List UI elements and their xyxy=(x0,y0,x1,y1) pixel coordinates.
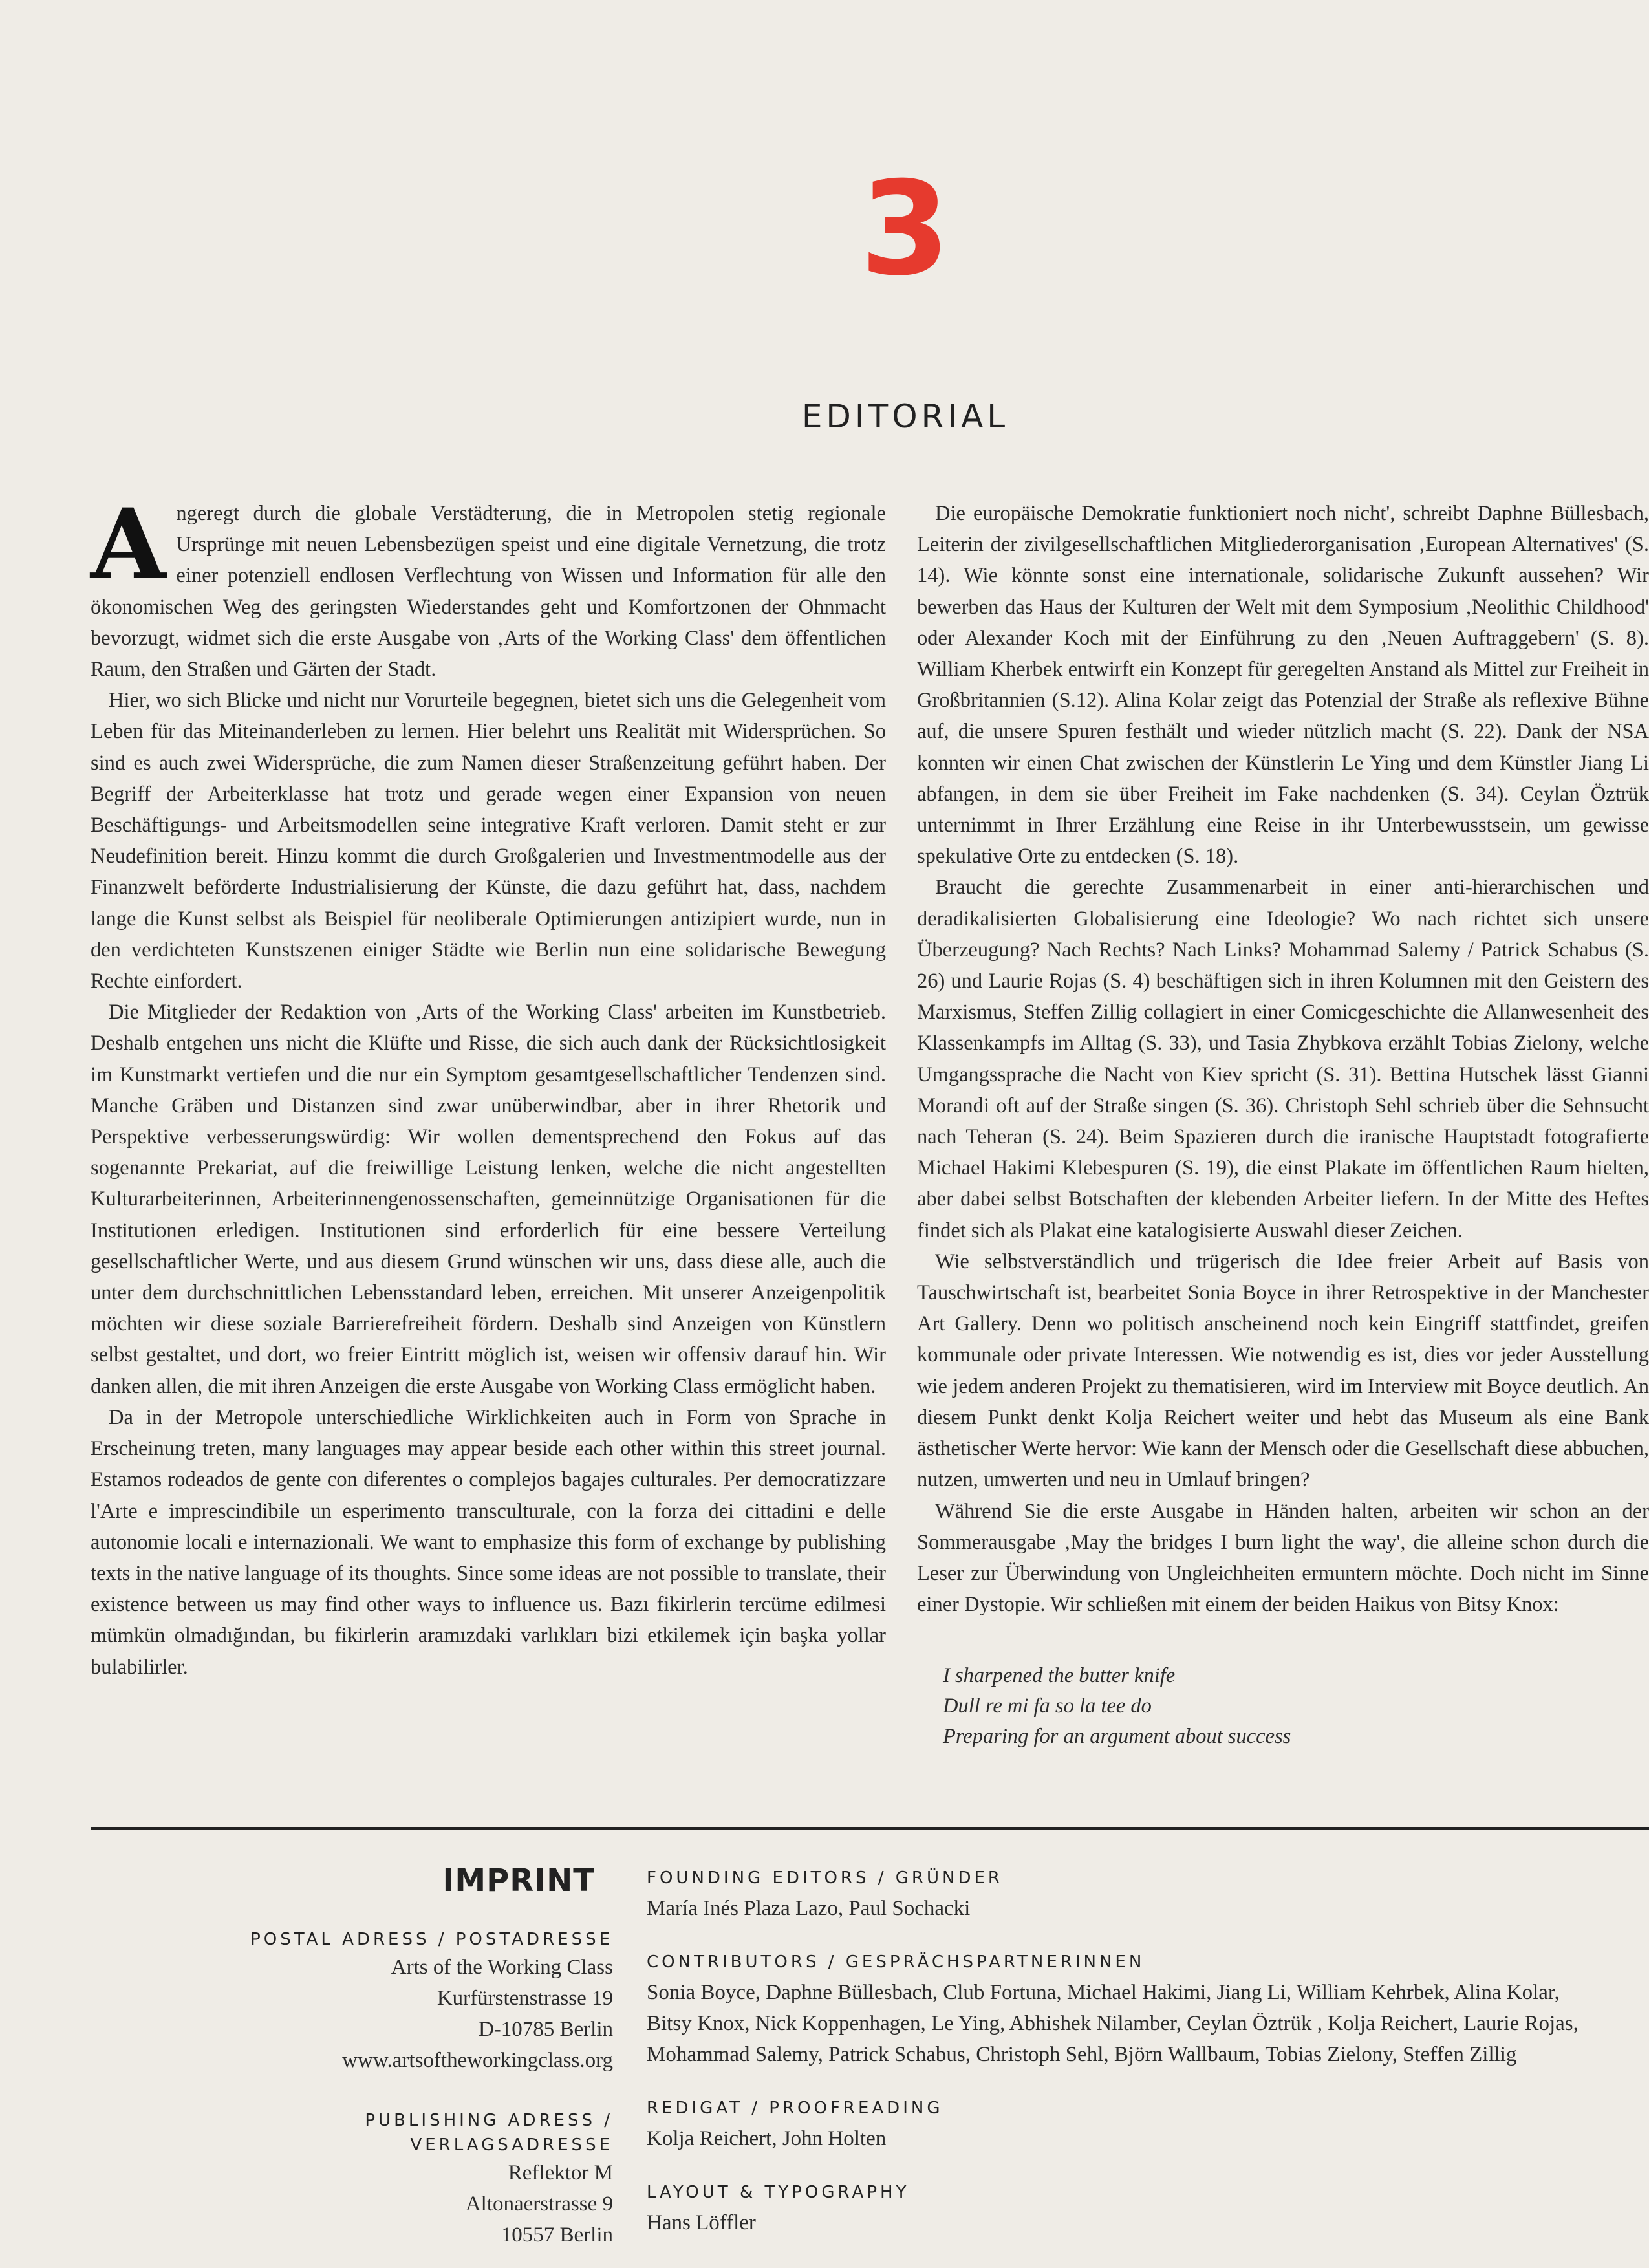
haiku xyxy=(943,1661,1525,1752)
paragraph-text: ngeregt durch die globale Verstädterung, die in Metropolen stetig regionale Ursprünge mit neuen Lebensbezügen speist und eine digitale Vernetzung, die trotz einer potenziell endlosen Verflechtung von Wissen und Information für alle den ökonomischen Weg des geringsten Wiederstandes geht und Komfortzonen der Ohnmacht bevorzugt, widmet sich die erste Ausgabe von ‚Arts of the Working Class' dem öffentlichen Raum, den Straßen und Gärten der Stadt. xyxy=(91,502,886,682)
editorial-paragraph-7: Wie selbstverständlich und trügerisch die Idee freier Arbeit auf Basis von Tauschwirtschaft ist, bearbeitet Sonia Boyce in ihrer Retrospektive in der Manchester Art Gallery. Denn wo politisch anscheinend noch kein Eingriff stattfindet, greifen kommunale oder private Interessen. Wie notwendig es ist, dies vor jeder Ausstellung wie jedem anderen Projekt zu thematisieren, wird im Interview mit Boyce deutlich. An diesem Punkt denkt Kolja Reichert weiter und hebt das Museum als eine Bank ästhetischer Werte hervor: Wie kann der Mensch oder die Gesellschaft diese abbuchen, nutzen, umwerten und neu in Umlauf bringen? xyxy=(917,1249,1649,1492)
layout-names: Hans Löffler xyxy=(647,2211,756,2234)
imprint-credits xyxy=(647,1866,1649,2264)
founding-editors-names: María Inés Plaza Lazo, Paul Sochacki xyxy=(647,1897,971,1920)
editorial-heading: EDITORIAL xyxy=(801,398,1009,435)
drop-cap: A xyxy=(91,488,166,601)
layout-label: LAYOUT & TYPOGRAPHY xyxy=(647,2183,910,2202)
haiku-line: I sharpened the butter knife xyxy=(943,1664,1176,1687)
postal-address-line: Kurfürstenstrasse 19 xyxy=(436,1987,613,2010)
postal-address-line: D-10785 Berlin xyxy=(478,2018,613,2041)
publishing-address-line: Reflektor M xyxy=(508,2161,613,2185)
publishing-address-line: 10557 Berlin xyxy=(501,2223,613,2247)
website-link[interactable]: www.artsoftheworkingclass.org xyxy=(342,2049,613,2072)
editorial-right-column xyxy=(917,498,1649,1620)
publishing-address-line: Altonaerstrasse 9 xyxy=(465,2192,613,2216)
contributors-line: Bitsy Knox, Nick Koppenhagen, Le Ying, Abhishek Nilamber, Ceylan Öztrük , Kolja Reichert, Laurie Rojas, xyxy=(647,2012,1579,2035)
publishing-address-label: PUBLISHING ADRESS / VERLAGSADRESSE xyxy=(365,2111,613,2155)
haiku-line: Preparing for an argument about success xyxy=(943,1725,1291,1748)
contributors-label: CONTRIBUTORS / GESPRÄCHSPARTNERINNEN xyxy=(647,1952,1145,1972)
editorial-paragraph-5: Die europäische Demokratie funktioniert noch nicht', schreibt Daphne Büllesbach, Leiterin der zivilgesellschaftlichen Mitgliederorganisation ‚European Alternatives' (S. 14). Wie könnte sonst eine internationale, solidarische Zukunft aussehen? Wir bewerben das Haus der Kulturen der Welt mit dem Symposium ‚Neolithic Childhood' oder Alexander Koch mit der Einführung zu den ‚Neuen Auftraggebern' (S. 8). William Kherbek entwirft ein Konzept für geregelten Anstand als Mittel zur Freiheit in Großbritannien (S.12). Alina Kolar zeigt das Potenzial der Straße als reflexive Bühne auf, die unsere Spuren festhält und wieder nützlich macht (S. 22). Dank der NSA konnten wir einen Chat zwischen der Künstlerin Le Ying und dem Künstler Jiang Li abfangen, in dem sie über Freiheit im Fake nachdenken (S. 34). Ceylan Öztrük unternimmt in Ihrer Erzählung eine Reise in ihr Unterbewusstsein, um gewisse spekulative Orte zu entdecken (S. 18). xyxy=(917,502,1649,869)
editorial-paragraph-1 xyxy=(91,488,886,685)
proofreading-names: Kolja Reichert, John Holten xyxy=(647,2127,887,2150)
postal-address-line: Arts of the Working Class xyxy=(391,1956,613,1979)
founding-editors-label: FOUNDING EDITORS / GRÜNDER xyxy=(647,1868,1003,1888)
proofreading-block xyxy=(647,2096,1649,2154)
editorial-paragraph-4: Da in der Metropole unterschiedliche Wirklichkeiten auch in Form von Sprache in Erscheinung treten, many languages may appear beside each other within this street journal. Estamos rodeados de gente con diferentes o complejos bagajes culturales. Per democratizzare l'Arte e imprescindibile un esperimento transculturale, con la forza dei cittadini e delle autonomie locali e internazionali. We want to emphasize this form of exchange by publishing texts in the native language of its thoughts. Since some ideas are not possible to translate, their existence between us may find other ways to influence us. Bazı fikirlerin tercüme edilmesi mümkün olmadığından, bu fikirlerin aramızdaki varlıkları bizi etkilemek için başka yollar bulabilirler. xyxy=(91,1405,886,1679)
imprint-addresses xyxy=(220,1927,613,2251)
editorial-paragraph-3: Die Mitglieder der Redaktion von ‚Arts of the Working Class' arbeiten im Kunstbetrieb. Deshalb entgehen uns nicht die Klüfte und Risse, die sich auch dank der Rücksichtlosigkeit im Kunstmarkt vertiefen und die nur ein Symptom gesamtgesellschaftlicher Tendenzen sind. Manche Gräben und Distanzen sind zwar unüberwindbar, aber in ihrer Rhetorik und Perspektive verbesserungswürdig: Wir wollen dementsprechend den Fokus auf das sogenannte Prekariat, auf die freiwillige Leistung lenken, welche die nicht angestellten Kulturarbeiterinnen, Arbeiterinnengenossenschaften, gemeinnützige Organisationen für die Institutionen erledigen. Institutionen sind erforderlich für eine bessere Verteilung gesellschaftlicher Werte, und aus diesem Grund wünschen wir uns, dass diese alle, auch die unter dem durchschnittlichen Lebensstandard leben, erreichen. Mit unserer Anzeigenpolitik möchten wir diese soziale Barrierefreiheit fördern. Deshalb sind Anzeigen von Künstlern selbst gestaltet, und dort, wo freier Eintritt möglich ist, weisen wir offensiv darauf hin. Wir danken allen, die mit ihren Anzeigen die erste Ausgabe von Working Class ermöglicht haben. xyxy=(91,1000,886,1398)
proofreading-label: REDIGAT / PROOFREADING xyxy=(647,2099,943,2118)
imprint-title: IMPRINT xyxy=(442,1863,595,1899)
page-number: 3 xyxy=(860,154,951,305)
editorial-paragraph-2: Hier, wo sich Blicke und nicht nur Vorurteile begegnen, bietet sich uns die Gelegenheit vom Leben für das Miteinanderleben zu lernen. Hier belehrt uns Realität mit Widersprüchen. So sind es auch zwei Widersprüche, die zum Namen dieser Straßenzeitung geführt haben. Der Begriff der Arbeiterklasse hat trotz und gerade wegen einer Expansion von neuen Beschäftigungs- und Arbeitsmodellen seine integrative Kraft verloren. Damit steht er zur Neudefinition bereit. Hinzu kommt die durch Großgalerien und Investmentmodelle aus der Finanzwelt beförderte Industrialisierung der Künste, die dazu geführt hat, dass, nachdem lange die Kunst selbst als Beispiel für neoliberale Optimierungen antizipiert wurde, nun in den verdichteten Kunstszenen einiger Städte wie Berlin nun eine solidarische Bewegung Rechte einfordert. xyxy=(91,689,886,993)
section-divider xyxy=(91,1827,1649,1830)
contributors-line: Mohammad Salemy, Patrick Schabus, Christoph Sehl, Björn Wallbaum, Tobias Zielony, Steffen Zillig xyxy=(647,2043,1517,2066)
haiku-line: Dull re mi fa so la tee do xyxy=(943,1694,1152,1718)
layout-block xyxy=(647,2180,1649,2238)
editorial-left-column xyxy=(91,488,886,1683)
founding-editors-block xyxy=(647,1866,1649,1924)
editorial-paragraph-8: Während Sie die erste Ausgabe in Händen halten, arbeiten wir schon an der Sommerausgabe ‚May the bridges I burn light the way', die alleine schon durch die Leser zur Überwindung von Ungleichheiten ermuntern möchte. Doch nicht im Sinne einer Dystopie. Wir schließen mit einem der beiden Haikus von Bitsy Knox: xyxy=(917,1499,1649,1617)
editorial-paragraph-6: Braucht die gerechte Zusammenarbeit in einer anti-hierarchischen und deradikalisierten Globalisierung eine Ideologie? Wo nach richtet sich unsere Überzeugung? Nach Rechts? Nach Links? Mohammad Salemy / Patrick Schabus (S. 26) und Laurie Rojas (S. 4) beschäftigen sich in ihren Kolumnen mit den Geistern des Marxismus, Steffen Zillig collagiert in einer Comicgeschichte die Allanwesenheit des Klassenkampfs im Alltag (S. 33), und Tasia Zhybkova erzählt Tobias Zielony, welche Umgangssprache die Nacht von Kiev spricht (S. 31). Bettina Hutschek lässt Gianni Morandi oft auf der Straße singen (S. 36). Christoph Sehl schrieb über die Sehnsucht nach Teheran (S. 24). Beim Spazieren durch die iranische Hauptstadt fotografierte Michael Hakimi Klebespuren (S. 19), die einst Plakate im öffentlichen Raum hielten, aber dabei selbst Botschaften der klebenden Arbeiter liefern. In der Mitte des Heftes findet sich als Plakat eine katalogisierte Auswahl dieser Zeichen. xyxy=(917,876,1649,1242)
contributors-block xyxy=(647,1950,1649,2070)
postal-address-label: POSTAL ADRESS / POSTADRESSE xyxy=(250,1930,613,1949)
contributors-line: Sonia Boyce, Daphne Büllesbach, Club Fortuna, Michael Hakimi, Jiang Li, William Kehrbek, Alina Kolar, xyxy=(647,1981,1560,2004)
